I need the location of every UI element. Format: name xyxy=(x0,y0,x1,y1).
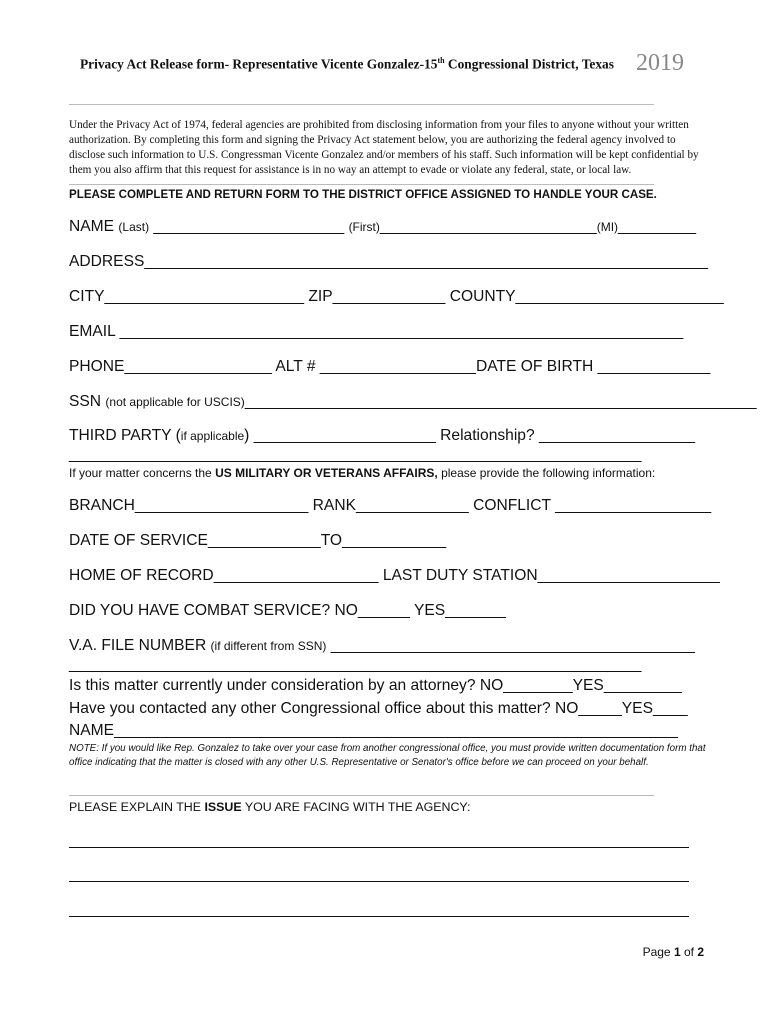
third-party-close: ) xyxy=(244,427,254,444)
military-instruction xyxy=(69,466,655,480)
va-field[interactable]: __________________________________________ xyxy=(326,637,695,654)
note-divider xyxy=(69,795,654,796)
home-record-label: HOME OF RECORD xyxy=(69,567,214,584)
page-number xyxy=(643,945,704,959)
office-name-label: NAME xyxy=(69,722,115,739)
va-extra-line[interactable]: __________________________________________________________________ xyxy=(69,656,642,673)
combat-yes-label: YES xyxy=(413,602,446,619)
county-field[interactable]: ________________________ xyxy=(515,288,724,305)
service-to-label: TO xyxy=(320,532,343,549)
relationship-label: Relationship? xyxy=(440,427,539,444)
name-label: NAME xyxy=(69,218,115,235)
congress-text: Have you contacted any other Congressional office about this matter? NO xyxy=(69,700,579,717)
address-label: ADDRESS xyxy=(69,253,145,270)
third-party-note: if applicable xyxy=(180,429,245,443)
form-title xyxy=(80,56,614,72)
va-note: (if different from SSN) xyxy=(210,639,327,653)
page-prefix: Page xyxy=(642,945,674,959)
alt-phone-field[interactable]: __________________ xyxy=(319,358,476,375)
alt-phone-label: ALT # xyxy=(275,358,320,375)
privacy-intro: Under the Privacy Act of 1974, federal agencies are prohibited from disclosing information from your files to anyone without your written authorization. By completing this form and signing the Privacy Act statement below, you are authorizing the federal agency involved to disclose such information to U.S. Congressman Vicente Gonzalez and/or members of his staff. Such information will be kept confidential by them you also affirm that this request for assistance is in no way an attempt to evade or violate any federal, state, or local law. xyxy=(69,119,699,176)
va-line xyxy=(69,637,695,655)
phone-label: PHONE xyxy=(69,358,125,375)
page-total: 2 xyxy=(697,945,704,959)
city-line xyxy=(69,288,724,306)
email-label: EMAIL xyxy=(69,323,120,340)
last-duty-label: LAST DUTY STATION xyxy=(382,567,538,584)
email-field[interactable]: _________________________________________________________________ xyxy=(119,323,684,340)
attorney-no-field[interactable]: ________ xyxy=(503,677,573,694)
explain-line-1[interactable] xyxy=(69,847,689,848)
conflict-label: CONFLICT xyxy=(473,497,556,514)
form-year: 2019 xyxy=(636,50,684,76)
page-current: 1 xyxy=(673,945,681,959)
attorney-question xyxy=(69,677,682,695)
phone-line xyxy=(69,358,710,376)
mi-field[interactable]: _________ xyxy=(618,218,697,235)
home-record-field[interactable]: ___________________ xyxy=(213,567,383,584)
rank-label: RANK xyxy=(312,497,356,514)
first-name-field[interactable]: _________________________ xyxy=(379,218,597,235)
title-text: Privacy Act Release form- Representative Vicente Gonzalez-15 xyxy=(80,56,438,72)
branch-line xyxy=(69,497,711,515)
ssn-note: (not applicable for USCIS) xyxy=(105,395,245,409)
combat-label: DID YOU HAVE COMBAT SERVICE? NO xyxy=(69,602,358,619)
explain-suffix: YOU ARE FACING WITH THE AGENCY: xyxy=(241,800,471,814)
rank-field[interactable]: _____________ xyxy=(355,497,474,514)
third-party-line xyxy=(69,427,695,445)
attorney-text: Is this matter currently under consideration by an attorney? NO xyxy=(69,677,504,694)
service-from-field[interactable]: _____________ xyxy=(207,532,321,549)
branch-label: BRANCH xyxy=(69,497,135,514)
service-label: DATE OF SERVICE xyxy=(69,532,208,549)
county-label: COUNTY xyxy=(449,288,516,305)
conflict-field[interactable]: __________________ xyxy=(555,497,712,514)
city-field[interactable]: _______________________ xyxy=(104,288,309,305)
ssn-line xyxy=(69,393,757,411)
zip-field[interactable]: _____________ xyxy=(332,288,450,305)
combat-no-field[interactable]: ______ xyxy=(357,602,414,619)
phone-field[interactable]: _________________ xyxy=(124,358,276,375)
military-bold: US MILITARY OR VETERANS AFFAIRS, xyxy=(215,466,438,480)
third-party-field[interactable]: _____________________ xyxy=(253,427,441,444)
third-party-label: THIRD PARTY ( xyxy=(69,427,181,444)
office-name-line xyxy=(69,722,678,740)
last-label: (Last) xyxy=(118,220,150,234)
mi-label: (MI) xyxy=(596,220,619,234)
explain-line-3[interactable] xyxy=(69,916,689,917)
ssn-label: SSN xyxy=(69,393,106,410)
branch-field[interactable]: ____________________ xyxy=(134,497,313,514)
va-label: V.A. FILE NUMBER xyxy=(69,637,211,654)
address-line xyxy=(69,253,708,271)
service-to-field[interactable]: ____________ xyxy=(342,532,447,549)
relationship-field[interactable]: __________________ xyxy=(538,427,696,444)
address-field[interactable]: _________________________________________________________________ xyxy=(144,253,709,270)
attorney-yes-label: YES xyxy=(572,677,604,694)
explain-instruction xyxy=(69,800,470,814)
first-label: (First) xyxy=(348,220,380,234)
explain-bold: ISSUE xyxy=(204,800,242,814)
title-superscript: th xyxy=(437,56,445,65)
header-divider xyxy=(69,104,654,105)
dob-field[interactable]: _____________ xyxy=(597,358,711,375)
zip-label: ZIP xyxy=(308,288,333,305)
congress-no-field[interactable]: _____ xyxy=(578,700,622,717)
instruction-text: PLEASE COMPLETE AND RETURN FORM TO THE DISTRICT OFFICE ASSIGNED TO HANDLE YOUR CASE. xyxy=(69,188,657,201)
email-line xyxy=(69,323,683,341)
military-prefix: If your matter concerns the xyxy=(69,466,216,480)
combat-line xyxy=(69,602,506,620)
office-name-field[interactable]: _________________________________________________________________ xyxy=(114,722,678,739)
record-line xyxy=(69,567,720,585)
ssn-field[interactable]: ___________________________________________________________ xyxy=(244,393,757,410)
last-name-field[interactable]: ______________________ xyxy=(149,218,349,235)
attorney-yes-field[interactable]: _________ xyxy=(603,677,682,694)
combat-yes-field[interactable]: _______ xyxy=(445,602,506,619)
page-of: of xyxy=(680,945,698,959)
explain-prefix: PLEASE EXPLAIN THE xyxy=(69,800,205,814)
congress-yes-field[interactable]: ____ xyxy=(652,700,688,717)
intro-divider xyxy=(69,184,654,185)
city-label: CITY xyxy=(69,288,105,305)
transfer-note: NOTE: If you would like Rep. Gonzalez to take over your case from another congressional office, you must provide written documentation form that office indicating that the matter is closed with any other U.S. Representative or Senator's office before we can proceed on your behalf. xyxy=(69,743,706,768)
title-text-end: Congressional District, Texas xyxy=(444,56,614,72)
name-line xyxy=(69,218,696,236)
service-line xyxy=(69,532,446,550)
last-duty-field[interactable]: _____________________ xyxy=(537,567,720,584)
congress-question xyxy=(69,700,688,718)
congress-yes-label: YES xyxy=(621,700,653,717)
third-party-extra-line[interactable]: __________________________________________________________________ xyxy=(69,446,642,463)
explain-line-2[interactable] xyxy=(69,881,689,882)
dob-label: DATE OF BIRTH xyxy=(475,358,598,375)
military-suffix: please provide the following information: xyxy=(437,466,656,480)
